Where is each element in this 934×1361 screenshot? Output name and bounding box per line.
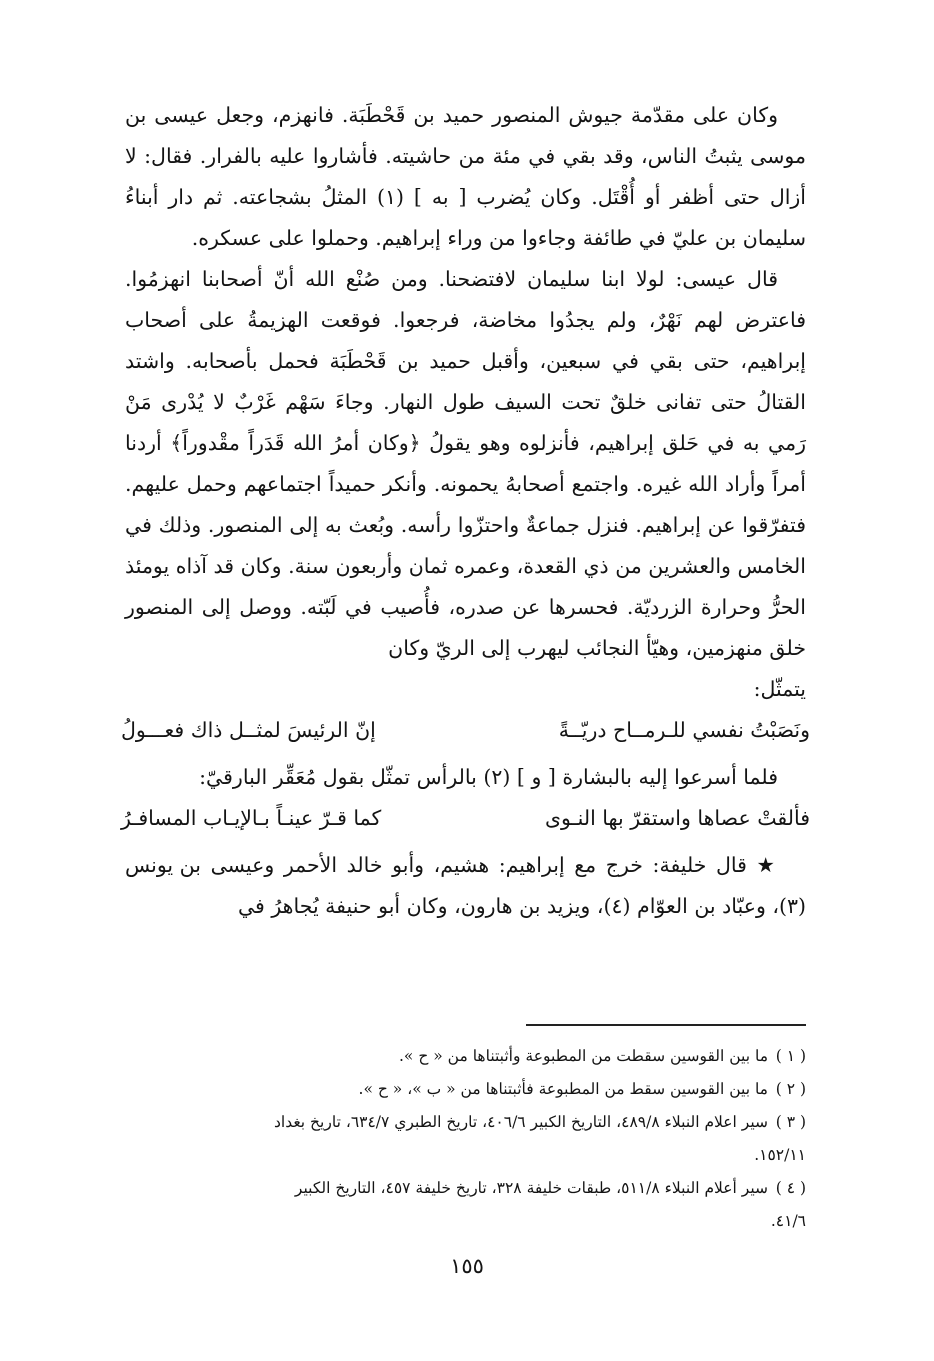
text-line: وكان على مقدّمة جيوش المنصور حميد بن قَحْطَبَة. فانهزم، وجعل عيسى بن [125,103,778,127]
footnote [125,1073,806,1106]
text-line: لا أزال حتى أظفر أو أُقْتَل. وكان يُضرب [ به ] (١) المثلُ بشجاعته. ثم دار أبناءُ [125,144,806,209]
verse-second-hemistich: كما قـرّ عينـاً بـالإيـاب المسافـرُ [121,806,382,830]
text-line: فلما أسرعوا إليه بالبشارة [ و ] (٢) بالرأس تمثّل بقول مُعَقِّر البارقيّ: [199,765,778,789]
text-line: قال عيسى: لولا ابنا سليمان لافتضحنا. ومن صُنْع الله أنّ أصحابنا انهزمُوا. [125,267,778,291]
text-line: وحمل عليهم. فتفرّقوا عن إبراهيم. فنزل جماعةٌ واحتزّوا رأسه. وبُعث به إلى [125,472,806,537]
page-number: ١٥٥ [450,1254,484,1278]
footnote-separator [526,1024,806,1026]
footnote [125,1106,806,1139]
verse-first-hemistich: ونَصَبْتُ نفسي للـرمــاح دريّــةً [558,718,810,742]
poem-verse [121,798,810,839]
verse-second-hemistich: إنّ الرئيسَ لمثــل ذاك فعـــولُ [121,718,376,742]
text-line: يونس (٣)، وعبّاد بن العوّام (٤)، ويزيد بن هارون، وكان أبو حنيفة يُجاهرُ في [125,853,806,918]
text-line: فاعترض لهم نَهْرٌ، ولم يجدُوا مخاضة، فرجعوا. فوقعت الهزيمةُ على أصحاب [125,308,806,332]
footnote-number: ( ٢ ) [775,1080,806,1098]
main-text [121,95,810,927]
text-line: إبراهيم، حتى بقي في سبعين، وأقبل حميد بن قَحْطَبَة فحمل بأصحابه. واشتد [125,349,806,373]
footnote-number: ( ٣ ) [775,1113,806,1131]
footnote [125,1040,806,1073]
paragraph [125,95,806,259]
footnote-text: ما بين القوسين سقطت من المطبوعة وأثبتناها من « ح ». [399,1047,768,1065]
text-line: القتالُ حتى تفانى خلقٌ تحت السيف طول النهار. وجاءَ سَهْم غَرْبٌ لا يُدْرى مَنْ [125,390,806,414]
text-line: رَمي به في حَلق إبراهيم، فأنزلوه وهو يقولُ ﴿وكان أمرُ الله قَدَراً مقْدوراً﴾ [170,431,806,455]
paragraph [125,845,806,927]
footnote-text: سير اعلام النبلاء ٤٨٩/٨، التاريخ الكبير ٤٠٦/٦، تاريخ الطبري ٦٣٤/٧، تاريخ بغداد [273,1113,768,1131]
text-line: سليمان بن عليّ في طائفة وجاءوا من وراء إبراهيم. وحملوا على عسكره. [191,226,806,250]
paragraph [125,757,806,798]
footnote-continuation: ٤١/٦. [770,1212,806,1230]
text-line: يتمثّل: [753,677,806,701]
poem-verse [121,710,810,751]
verse-first-hemistich: فألقتْ عصاها واستقرّ بها النـوى [545,806,810,830]
text-line: في لَبّته. ووصل إلى المنصور خلق منهزمين، وهيّأ النجائب ليهرب إلى الريّ وكان [125,595,806,660]
footnotes [125,1040,806,1238]
paragraph [125,259,806,669]
text-line: أردنا أمراً وأراد الله غيره. واجتمع أصحابهُ يحمونه. وأنكر حميداً اجتماعهم [125,431,806,496]
footnote-continuation: ١٥٢/١١. [754,1146,806,1164]
paragraph [125,669,806,710]
footnote-text: سير أعلام النبلاء ٥١١/٨، طبقات خليفة ٣٢٨، تاريخ خليفة ٤٥٧، التاريخ الكبير [294,1179,768,1197]
text-line: سنة. وكان قد آذاه يومئذ الحرُّ وحرارة الزرديّة. فحسرها عن صدره، فأُصيب [125,554,806,619]
footnote [125,1172,806,1205]
text-line: ★ قال خليفة: خرج مع إبراهيم: هشيم، وأبو خالد الأحمر وعيسى بن [179,853,778,877]
text-line: موسى يثبتُ الناس، وقد بقي في مئة من حاشيته. فأشاروا عليه بالفرار. فقال: [144,144,806,168]
footnote-text: ما بين القوسين سقط من المطبوعة فأثبتناها من « ب »، « ح ». [358,1080,768,1098]
footnote-number: ( ١ ) [775,1047,806,1065]
text-line: المنصور. وذلك في الخامس والعشرين من ذي القعدة، وعمره ثمان وأربعون [125,513,806,578]
footnote-number: ( ٤ ) [775,1179,806,1197]
